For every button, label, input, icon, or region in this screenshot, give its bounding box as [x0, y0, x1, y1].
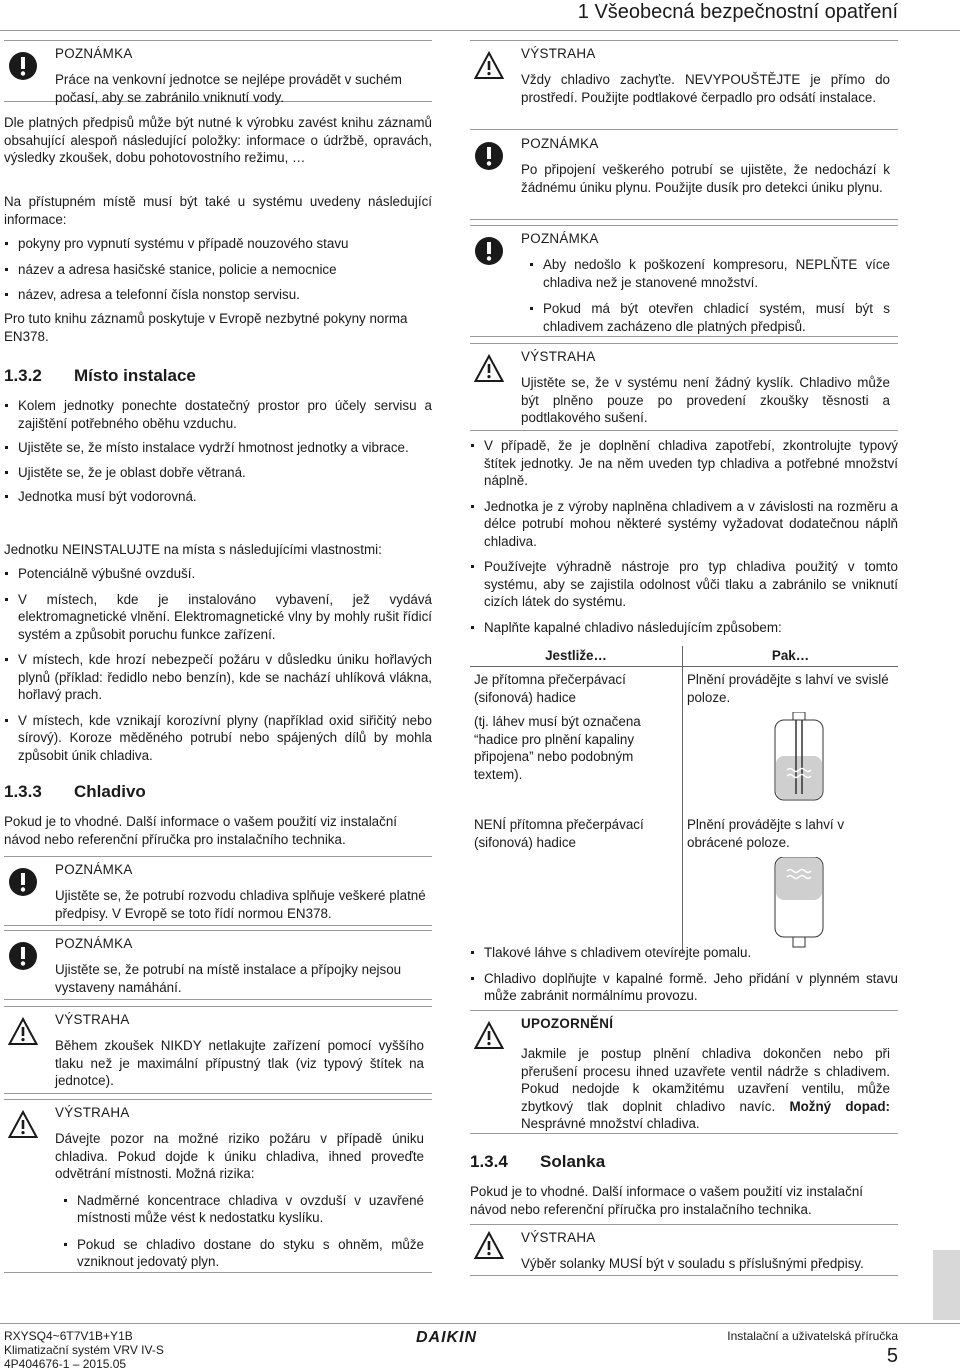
- note-text: Ujistěte se, že potrubí rozvodu chladiva splňuje veškeré platné předpisy. V Evropě se toto řídí normou EN378.: [55, 888, 426, 921]
- note-title: POZNÁMKA: [55, 862, 133, 877]
- list-refrigerant-charging: [470, 437, 898, 636]
- section-heading-1-3-4: [470, 1151, 898, 1173]
- caution-effect-label: Možný dopad:: [789, 1098, 890, 1114]
- inverted-cylinder-illustration: [769, 857, 829, 949]
- note-text: Po připojení veškerého potrubí se ujistěte, že nedochází k žádnému úniku plynu. Použijte dusík pro detekci úniku plynu.: [521, 162, 890, 195]
- note-text: Práce na venkovní jednotce se nejlépe provádět v suchém počasí, aby se zabránilo vniknutí vody.: [55, 72, 402, 105]
- footer-system: Klimatizační systém VRV IV-S: [4, 1343, 164, 1357]
- table-header-if: Jestliže…: [470, 646, 683, 667]
- list-item: Jednotka je z výroby naplněna chladivem a v závislosti na rozměru a délce potrubí mohou některé systémy vyžadovat dodatečnou náplň chladiva.: [470, 498, 898, 551]
- warning-triangle-icon: [8, 1110, 38, 1140]
- side-tab-marker: [933, 1250, 960, 1320]
- warning-triangle-icon: [474, 51, 504, 81]
- table-row: [470, 667, 898, 807]
- warning-text: Ujistěte se, že v systému není žádný kyslík. Chladivo může být plněno pouze po provedení zkoušky těsnosti a podtlakového sušení.: [521, 375, 890, 425]
- warning-title: VÝSTRAHA: [55, 1012, 130, 1027]
- warning-title: VÝSTRAHA: [55, 1105, 130, 1120]
- exclamation-icon: [8, 51, 38, 81]
- header-rule: [0, 30, 960, 31]
- warning-title: VÝSTRAHA: [521, 1230, 596, 1245]
- list-item: Kolem jednotky ponechte dostatečný prostor pro účely servisu a zajištění potřebného oběhu vzduchu.: [4, 397, 432, 432]
- note-compressor: [470, 225, 898, 337]
- daikin-logo: DAIKIN: [416, 1329, 478, 1346]
- warning-brine: [470, 1224, 898, 1276]
- list-item: název, adresa a telefonní čísla nonstop servisu.: [4, 286, 432, 304]
- list-item: Ujistěte se, že je oblast dobře větraná.: [4, 464, 432, 482]
- footer-model: RXYSQ4~6T7V1B+Y1B: [4, 1329, 133, 1343]
- warning-triangle-icon: [474, 354, 504, 384]
- note-list: [521, 256, 890, 335]
- footer-left: [4, 1329, 164, 1371]
- footer-code: 4P404676-1 – 2015.05: [4, 1357, 127, 1371]
- table-header-then: Pak…: [683, 646, 899, 667]
- note-piping-regulations: [4, 856, 432, 926]
- note-gas-leak: [470, 131, 898, 220]
- footer-rule: [0, 1323, 960, 1324]
- warning-risk-list: [55, 1192, 424, 1271]
- upright-cylinder-illustration: [769, 712, 829, 802]
- note-title: POZNÁMKA: [55, 936, 133, 951]
- section-number: 1.3.4: [470, 1152, 508, 1171]
- action-inverted: Plnění provádějte s lahví v obrácené poloze.: [687, 817, 845, 850]
- exclamation-icon: [474, 141, 504, 171]
- table-cell-condition: NENÍ přítomna přečerpávací (sifonová) hadice: [470, 806, 683, 953]
- list-item: Pokud se chladivo dostane do styku s ohněm, může vzniknout jedovatý plyn.: [63, 1236, 424, 1271]
- warning-triangle-icon: [474, 1021, 504, 1051]
- warning-title: VÝSTRAHA: [521, 46, 596, 61]
- footer-manual-title: Instalační a uživatelská příručka: [727, 1329, 898, 1343]
- exclamation-icon: [8, 867, 38, 897]
- section-heading-1-3-3: [4, 781, 432, 803]
- paragraph-refrigerant: Pokud je to vhodné. Další informace o vašem použití viz instalační návod nebo referenční příručka pro instalačního technika.: [4, 814, 397, 847]
- list-item: Naplňte kapalné chladivo následujícím způsobem:: [470, 619, 898, 637]
- caution-title: UPOZORNĚNÍ: [521, 1016, 614, 1031]
- charging-table: [470, 646, 898, 953]
- list-item: Potenciálně výbušné ovzduší.: [4, 565, 432, 583]
- caution-paragraph: Jakmile je postup plnění chladiva dokončen nebo při přerušení procesu ihned uzavřete ventil nádrže s chladivem. Pokud nedojde k okamžitému uzavření ventilu, může zbytkový tlak doplnit chladivo navíc.: [521, 1046, 890, 1114]
- list-item: Jednotka musí být vodorovná.: [4, 488, 432, 506]
- exclamation-icon: [474, 236, 504, 266]
- paragraph-logbook: Dle platných předpisů může být nutné k výrobku zavést knihu záznamů obsahující alespoň následující položky: informace o údržbě, opravách, výsledky zkoušek, dobu pohotovostního režimu, …: [4, 115, 432, 165]
- warning-triangle-icon: [474, 1231, 504, 1261]
- warning-text: Vždy chladivo zachyťte. NEVYPOUŠTĚJTE je přímo do prostředí. Použijte podtlakové čerpadlo pro odsátí instalace.: [521, 72, 890, 105]
- section-title: Místo instalace: [74, 366, 196, 385]
- paragraph-en378: Pro tuto knihu záznamů poskytuje v Evropě nezbytné pokyny norma EN378.: [4, 311, 408, 344]
- warning-text: Během zkoušek NIKDY netlakujte zařízení pomocí vyššího tlaku než je maximální přípustný tlak (viz typový štítek na jednotce).: [55, 1038, 424, 1088]
- list-cylinder-handling: [470, 944, 898, 1005]
- list-item: pokyny pro vypnutí systému v případě nouzového stavu: [4, 235, 432, 253]
- list-forbidden-places: [4, 565, 432, 764]
- list-item: Používejte výhradně nástroje pro typ chladiva použitý v tomto systému, aby se zajistila odolnost vůči tlaku a zabránilo se vniknutí cizích látek do systému.: [470, 558, 898, 611]
- table-cell-action: [683, 667, 899, 807]
- note-title: POZNÁMKA: [521, 136, 599, 151]
- page-number: 5: [886, 1345, 898, 1367]
- warning-text: Výběr solanky MUSÍ být v souladu s příslušnými předpisy.: [521, 1256, 864, 1271]
- exclamation-icon: [8, 941, 38, 971]
- table-row: [470, 806, 898, 953]
- warning-capture-refrigerant: [470, 40, 898, 130]
- list-installation-site: [4, 397, 432, 506]
- section-title: Chladivo: [74, 782, 146, 801]
- note-text: Ujistěte se, že potrubí na místě instalace a přípojky nejsou vystaveny namáhání.: [55, 962, 402, 995]
- warning-pressure: [4, 1006, 432, 1094]
- list-item: název a adresa hasičské stanice, policie a nemocnice: [4, 261, 432, 279]
- list-item: V případě, že je doplnění chladiva zapotřebí, zkontrolujte typový štítek jednotky. Je na něm uveden typ chladiva a potřebné množství náplně.: [470, 437, 898, 490]
- warning-oxygen: [470, 343, 898, 431]
- note-title: POZNÁMKA: [521, 231, 599, 246]
- section-heading-1-3-2: [4, 365, 432, 387]
- caution-valve: [470, 1010, 898, 1134]
- table-cell-action: [683, 806, 899, 953]
- list-item: Aby nedošlo k poškození kompresoru, NEPLŇTE více chladiva než je stanovené množství.: [529, 256, 890, 291]
- caution-text: [521, 1045, 890, 1133]
- warning-fire-risk: [4, 1099, 432, 1273]
- list-item: Ujistěte se, že místo instalace vydrží hmotnost jednotky a vibrace.: [4, 439, 432, 457]
- caution-effect-text: Nesprávné množství chladiva.: [521, 1116, 700, 1131]
- paragraph-info: Na přístupném místě musí být také u systému uvedeny následující informace:: [4, 194, 432, 227]
- warning-text: [55, 1130, 424, 1271]
- warning-triangle-icon: [8, 1017, 38, 1047]
- note-piping-stress: [4, 930, 432, 1000]
- section-number: 1.3.2: [4, 366, 42, 385]
- list-item: V místech, kde je instalováno vybavení, jež vydává elektromagnetické vlnění. Elektromagnetické vlny by mohly rušit řídicí systém a způsobit poruchu funkce zařízení.: [4, 591, 432, 644]
- list-item: Pokud má být otevřen chladicí systém, musí být s chladivem zacházeno dle platných předpisů.: [529, 300, 890, 335]
- list-item: Chladivo doplňujte v kapalné formě. Jeho přidání v plynném stavu může zabránit normálnímu provozu.: [470, 970, 898, 1005]
- page-header-title: 1 Všeobecná bezpečnostní opatření: [577, 1, 898, 23]
- note-weather: [4, 40, 432, 105]
- warning-title: VÝSTRAHA: [521, 349, 596, 364]
- list-item: V místech, kde vznikají korozívní plyny (například oxid siřičitý nebo sírový). Koroze měděného potrubí nebo spájených dílů by mohla způsobit únik chladiva.: [4, 712, 432, 765]
- section-title: Solanka: [540, 1152, 606, 1171]
- paragraph-brine: Pokud je to vhodné. Další informace o vašem použití viz instalační návod nebo referenční příručka pro instalačního technika.: [470, 1184, 863, 1217]
- section-number: 1.3.3: [4, 782, 42, 801]
- list-item: V místech, kde hrozí nebezpečí požáru v důsledku úniku hořlavých plynů (příklad: ředidlo nebo benzín), kde se nachází uhlíková vlákna, hořlavý prach.: [4, 651, 432, 704]
- warning-paragraph: Dávejte pozor na možné riziko požáru v případě úniku chladiva. Pokud dojde k úniku chladiva, ihned proveďte odvětrání místnosti. Možná rizika:: [55, 1131, 424, 1181]
- condition-siphon-present: Je přítomna přečerpávací (sifonová) hadice: [474, 672, 626, 705]
- paragraph-do-not-install: Jednotku NEINSTALUJTE na místa s následujícími vlastnostmi:: [4, 542, 382, 557]
- list-emergency-info: [4, 235, 432, 304]
- note-title: POZNÁMKA: [55, 46, 133, 61]
- list-item: Tlakové láhve s chladivem otevírejte pomalu.: [470, 944, 898, 962]
- table-header-row: [470, 646, 898, 667]
- action-upright: Plnění provádějte s lahví ve svislé poloze.: [687, 672, 889, 705]
- condition-siphon-note: (tj. láhev musí být označena “hadice pro plnění kapaliny připojena” nebo podobným textem).: [474, 714, 641, 782]
- list-item: Nadměrné koncentrace chladiva v ovzduší v uzavřené místnosti může vést k nedostatku kyslíku.: [63, 1192, 424, 1227]
- table-cell-condition: [470, 667, 683, 807]
